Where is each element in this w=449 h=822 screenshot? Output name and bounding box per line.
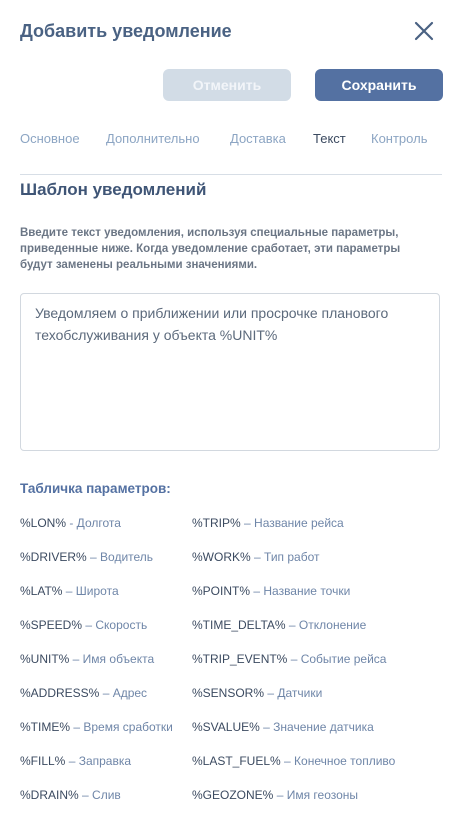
param-code: %LAT% xyxy=(20,584,63,598)
section-title: Шаблон уведомлений xyxy=(20,180,207,199)
param-item xyxy=(20,618,147,632)
params-row xyxy=(20,516,445,550)
param-item xyxy=(20,788,121,802)
param-item xyxy=(20,686,147,700)
param-item xyxy=(192,516,344,530)
param-desc: – Датчики xyxy=(264,686,323,700)
cancel-button[interactable]: Отменить xyxy=(163,69,291,101)
param-item xyxy=(192,788,358,802)
param-desc: – Название рейса xyxy=(240,516,344,530)
template-hint: Введите текст уведомления, используя специальные параметры, приведенные ниже. Когда уведомление сработает, эти параметры будут заменены реальными значениями. xyxy=(20,227,401,271)
param-code: %TIME% xyxy=(20,720,71,734)
template-textarea[interactable] xyxy=(20,293,440,451)
params-row xyxy=(20,618,445,652)
param-desc: – Имя объекта xyxy=(69,652,155,666)
param-item xyxy=(192,652,386,666)
param-desc: – Отклонение xyxy=(285,618,367,632)
params-row xyxy=(20,686,445,720)
save-button[interactable]: Сохранить xyxy=(315,69,443,101)
param-code: %FILL% xyxy=(20,754,66,768)
param-code: %TRIP_EVENT% xyxy=(192,652,288,666)
param-code: %SPEED% xyxy=(20,618,83,632)
tab-additional[interactable]: Дополнительно xyxy=(106,131,200,146)
param-desc: – Адрес xyxy=(99,686,148,700)
params-row xyxy=(20,754,445,788)
param-code: %UNIT% xyxy=(20,652,70,666)
param-code: %ADDRESS% xyxy=(20,686,100,700)
params-row xyxy=(20,550,445,584)
param-item xyxy=(20,550,153,564)
param-code: %LAST_FUEL% xyxy=(192,754,281,768)
param-desc: – Тип работ xyxy=(250,550,320,564)
param-desc: - Долгота xyxy=(66,516,121,530)
param-item xyxy=(192,618,366,632)
param-desc: – Событие рейса xyxy=(287,652,387,666)
params-row xyxy=(20,652,445,686)
param-code: %DRIVER% xyxy=(20,550,87,564)
tab-text[interactable]: Текст xyxy=(313,131,346,146)
dialog-header xyxy=(20,18,441,46)
param-code: %TRIP% xyxy=(192,516,241,530)
params-row xyxy=(20,720,445,754)
tab-control[interactable]: Контроль xyxy=(371,131,428,146)
param-code: %TIME_DELTA% xyxy=(192,618,286,632)
param-desc: – Значение датчика xyxy=(259,720,374,734)
params-row xyxy=(20,584,445,618)
tab-main[interactable]: Основное xyxy=(20,131,80,146)
tab-delivery[interactable]: Доставка xyxy=(230,131,286,146)
param-item xyxy=(20,516,121,530)
divider xyxy=(20,174,442,175)
params-table-title: Табличка параметров: xyxy=(20,481,171,496)
param-code: %POINT% xyxy=(192,584,251,598)
param-desc: – Имя геозоны xyxy=(273,788,359,802)
param-code: %SVALUE% xyxy=(192,720,260,734)
param-item xyxy=(20,754,131,768)
param-desc: – Конечное топливо xyxy=(280,754,396,768)
close-icon xyxy=(411,18,437,44)
param-item xyxy=(20,584,119,598)
param-desc: – Название точки xyxy=(250,584,351,598)
param-code: %DRAIN% xyxy=(20,788,79,802)
param-item xyxy=(192,720,374,734)
param-item xyxy=(20,720,173,734)
params-table xyxy=(20,516,445,822)
param-code: %LON% xyxy=(20,516,67,530)
param-desc: – Водитель xyxy=(86,550,154,564)
param-desc: – Слив xyxy=(78,788,121,802)
tab-bar xyxy=(20,131,443,151)
params-row xyxy=(20,788,445,822)
param-desc: – Время сработки xyxy=(70,720,173,734)
dialog-title: Добавить уведомление xyxy=(20,21,232,41)
param-item xyxy=(192,754,395,768)
param-code: %SENSOR% xyxy=(192,686,265,700)
param-desc: – Скорость xyxy=(82,618,148,632)
param-item xyxy=(192,686,322,700)
close-button[interactable] xyxy=(411,18,437,44)
param-code: %WORK% xyxy=(192,550,251,564)
param-item xyxy=(192,550,319,564)
param-code: %GEOZONE% xyxy=(192,788,274,802)
param-desc: – Заправка xyxy=(65,754,132,768)
param-desc: – Широта xyxy=(62,584,119,598)
param-item xyxy=(192,584,350,598)
param-item xyxy=(20,652,154,666)
